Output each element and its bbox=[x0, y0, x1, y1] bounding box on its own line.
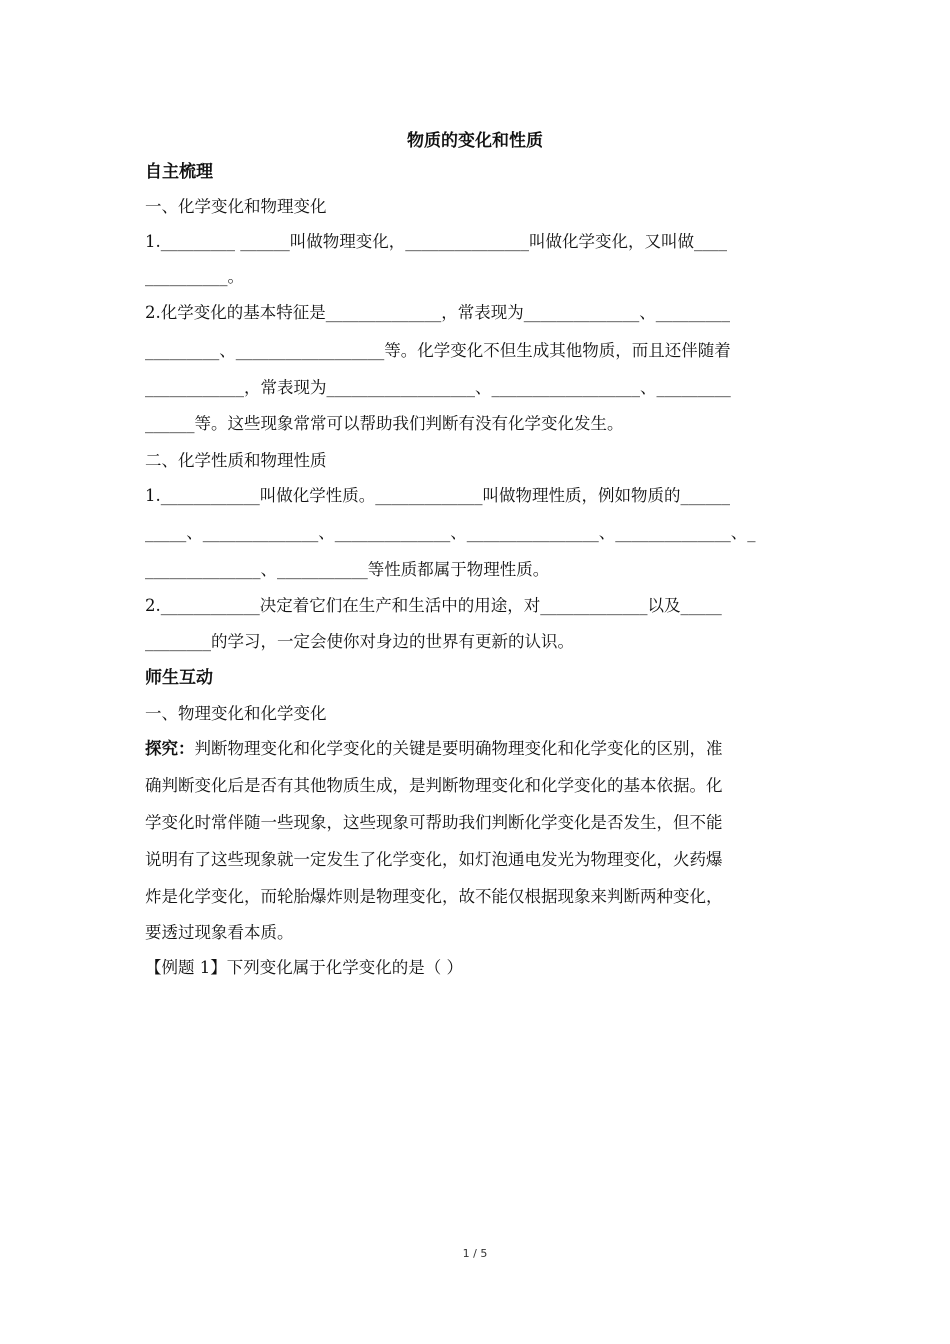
explore-paragraph-line bbox=[145, 738, 810, 760]
fill-in-line: 2.化学变化的基本特征是______________，常表现为______________、_________ bbox=[145, 303, 730, 322]
example-question: 【例题 1】下列变化属于化学变化的是（ ） bbox=[145, 958, 463, 977]
explore-paragraph-line: 炸是化学变化，而轮胎爆炸则是物理变化，故不能仅根据现象来判断两种变化， bbox=[145, 887, 723, 906]
fill-in-line: 1._________ ______叫做物理变化，_______________叫做化学变化，又叫做____ bbox=[145, 232, 727, 251]
fill-in-line: ______等。这些现象常常可以帮助我们判断有没有化学变化发生。 bbox=[145, 414, 624, 433]
part-heading-changes: 一、化学变化和物理变化 bbox=[145, 197, 327, 216]
explore-label: 探究： bbox=[145, 739, 195, 758]
fill-in-line: 2.____________决定着它们在生产和生活中的用途，对_____________以及_____ bbox=[145, 596, 722, 615]
document-title: 物质的变化和性质 bbox=[407, 131, 543, 151]
section-heading-self-study: 自主梳理 bbox=[145, 162, 213, 182]
part-heading-changes-2: 一、物理变化和化学变化 bbox=[145, 704, 327, 723]
explore-text: 判断物理变化和化学变化的关键是要明确物理变化和化学变化的区别，准 bbox=[194, 739, 723, 758]
explore-paragraph-line: 要透过现象看本质。 bbox=[145, 923, 294, 942]
fill-in-line: ______________、___________等性质都属于物理性质。 bbox=[145, 560, 550, 579]
explore-paragraph-line: 确判断变化后是否有其他物质生成，是判断物理变化和化学变化的基本依据。化 bbox=[145, 776, 723, 795]
explore-paragraph-line: 学变化时常伴随一些现象，这些现象可帮助我们判断化学变化是否发生，但不能 bbox=[145, 813, 723, 832]
explore-paragraph-line: 说明有了这些现象就一定发生了化学变化，如灯泡通电发光为物理变化，火药爆 bbox=[145, 850, 723, 869]
fill-in-line: _________、__________________等。化学变化不但生成其他物质，而且还伴随着 bbox=[145, 341, 731, 360]
fill-in-line: 1.____________叫做化学性质。_____________叫做物理性质，例如物质的______ bbox=[145, 486, 730, 505]
fill-in-line: __________。 bbox=[145, 267, 244, 286]
page-number: 1 / 5 bbox=[462, 1247, 488, 1260]
fill-in-line: ____________，常表现为__________________、__________________、_________ bbox=[145, 378, 731, 397]
section-heading-interaction: 师生互动 bbox=[145, 668, 213, 688]
fill-in-line: ________的学习，一定会使你对身边的世界有更新的认识。 bbox=[145, 632, 574, 651]
fill-in-line: _____、______________、______________、________________、______________、_ bbox=[145, 523, 756, 542]
part-heading-properties: 二、化学性质和物理性质 bbox=[145, 451, 327, 470]
